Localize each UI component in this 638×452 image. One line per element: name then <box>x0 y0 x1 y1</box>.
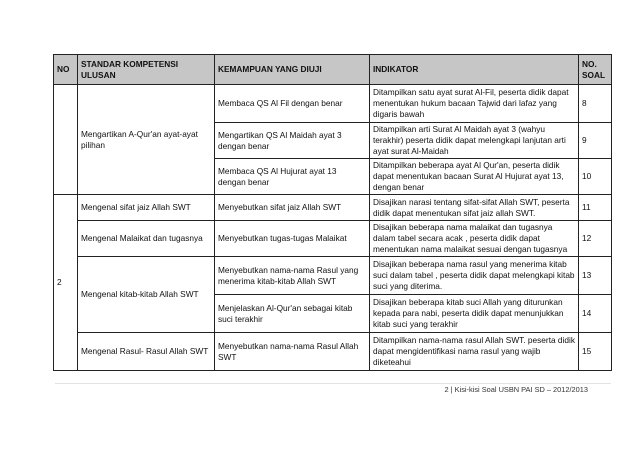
indikator-cell: Disajikan beberapa nama malaikat dan tugasnya dalam tabel secara acak , peserta didik dapat menentukan nama malaikat sesuai dengan tugasnya <box>370 221 579 257</box>
standar-cell: Mengenal sifat jaiz Allah SWT <box>78 195 215 221</box>
soal-number: 15 <box>579 333 612 371</box>
table-row <box>54 85 612 123</box>
indikator-cell: Disajikan beberapa nama rasul yang menerima kitab suci dalam tabel , peserta didik dapat melengkapi kitab suci yang diterima. <box>370 257 579 295</box>
header-indikator: INDIKATOR <box>370 55 579 85</box>
kemampuan-cell: Mengartikan QS Al Maidah ayat 3 dengan benar <box>215 123 370 159</box>
standar-cell: Mengenal kitab-kitab Allah SWT <box>78 257 215 333</box>
soal-number: 10 <box>579 159 612 195</box>
indikator-cell: Disajikan beberapa kitab suci Allah yang diturunkan kepada para nabi, peserta didik dapat menunjukkan kitab suci yang terakhir <box>370 295 579 333</box>
table-row <box>54 257 612 295</box>
soal-number: 13 <box>579 257 612 295</box>
soal-number: 14 <box>579 295 612 333</box>
table-row <box>54 195 612 221</box>
soal-number: 11 <box>579 195 612 221</box>
standar-cell: Mengenal Malaikat dan tugasnya <box>78 221 215 257</box>
header-standar-kompetensi: STANDAR KOMPETENSI ULUSAN <box>78 55 215 85</box>
indikator-cell: Ditampilkan arti Surat Al Maidah ayat 3 (wahyu terakhir) peserta didik dapat melengkapi lanjutan arti ayat surat Al-Maidah <box>370 123 579 159</box>
kisi-kisi-table <box>53 54 612 371</box>
table-row <box>54 221 612 257</box>
soal-number: 9 <box>579 123 612 159</box>
no-cell: 2 <box>54 195 78 371</box>
soal-number: 12 <box>579 221 612 257</box>
header-kemampuan: KEMAMPUAN YANG DIUJI <box>215 55 370 85</box>
soal-number: 8 <box>579 85 612 123</box>
table-header-row <box>54 55 612 85</box>
indikator-cell: Ditampilkan satu ayat surat Al-Fil, peserta didik dapat menentukan hukum bacaan Tajwid dari lafaz yang digaris bawah <box>370 85 579 123</box>
standar-cell: Mengartikan A-Qur'an ayat-ayat pilihan <box>78 85 215 195</box>
page-footer: 2 | Kisi-kisi Soal USBN PAI SD – 2012/2013 <box>444 385 588 394</box>
indikator-cell: Ditampilkan beberapa ayat Al Qur'an, peserta didik dapat menentukan bacaan Surat Al Hujurat ayat 13, dengan benar <box>370 159 579 195</box>
no-cell-empty <box>54 85 78 195</box>
kemampuan-cell: Menyebutkan nama-nama Rasul Allah SWT <box>215 333 370 371</box>
kemampuan-cell: Menyebutkan tugas-tugas Malaikat <box>215 221 370 257</box>
kemampuan-cell: Menyebutkan sifat jaiz Allah SWT <box>215 195 370 221</box>
table-row <box>54 333 612 371</box>
header-no-soal: NO. SOAL <box>579 55 612 85</box>
kemampuan-cell: Membaca QS Al Fil dengan benar <box>215 85 370 123</box>
kemampuan-cell: Membaca QS Al Hujurat ayat 13 dengan benar <box>215 159 370 195</box>
footer-divider <box>55 383 611 384</box>
kemampuan-cell: Menjelaskan Al-Qur'an sebagai kitab suci terakhir <box>215 295 370 333</box>
indikator-cell: Disajikan narasi tentang sifat-sifat Allah SWT, peserta didik dapat menentukan sifat jaiz allah SWT. <box>370 195 579 221</box>
header-no: NO <box>54 55 78 85</box>
kemampuan-cell: Menyebutkan nama-nama Rasul yang menerima kitab-kitab Allah SWT <box>215 257 370 295</box>
standar-cell: Mengenal Rasul- Rasul Allah SWT <box>78 333 215 371</box>
indikator-cell: Ditampilkan nama-nama rasul Allah SWT. peserta didik dapat mengidentifikasi nama rasul yang wajib diketeahui <box>370 333 579 371</box>
